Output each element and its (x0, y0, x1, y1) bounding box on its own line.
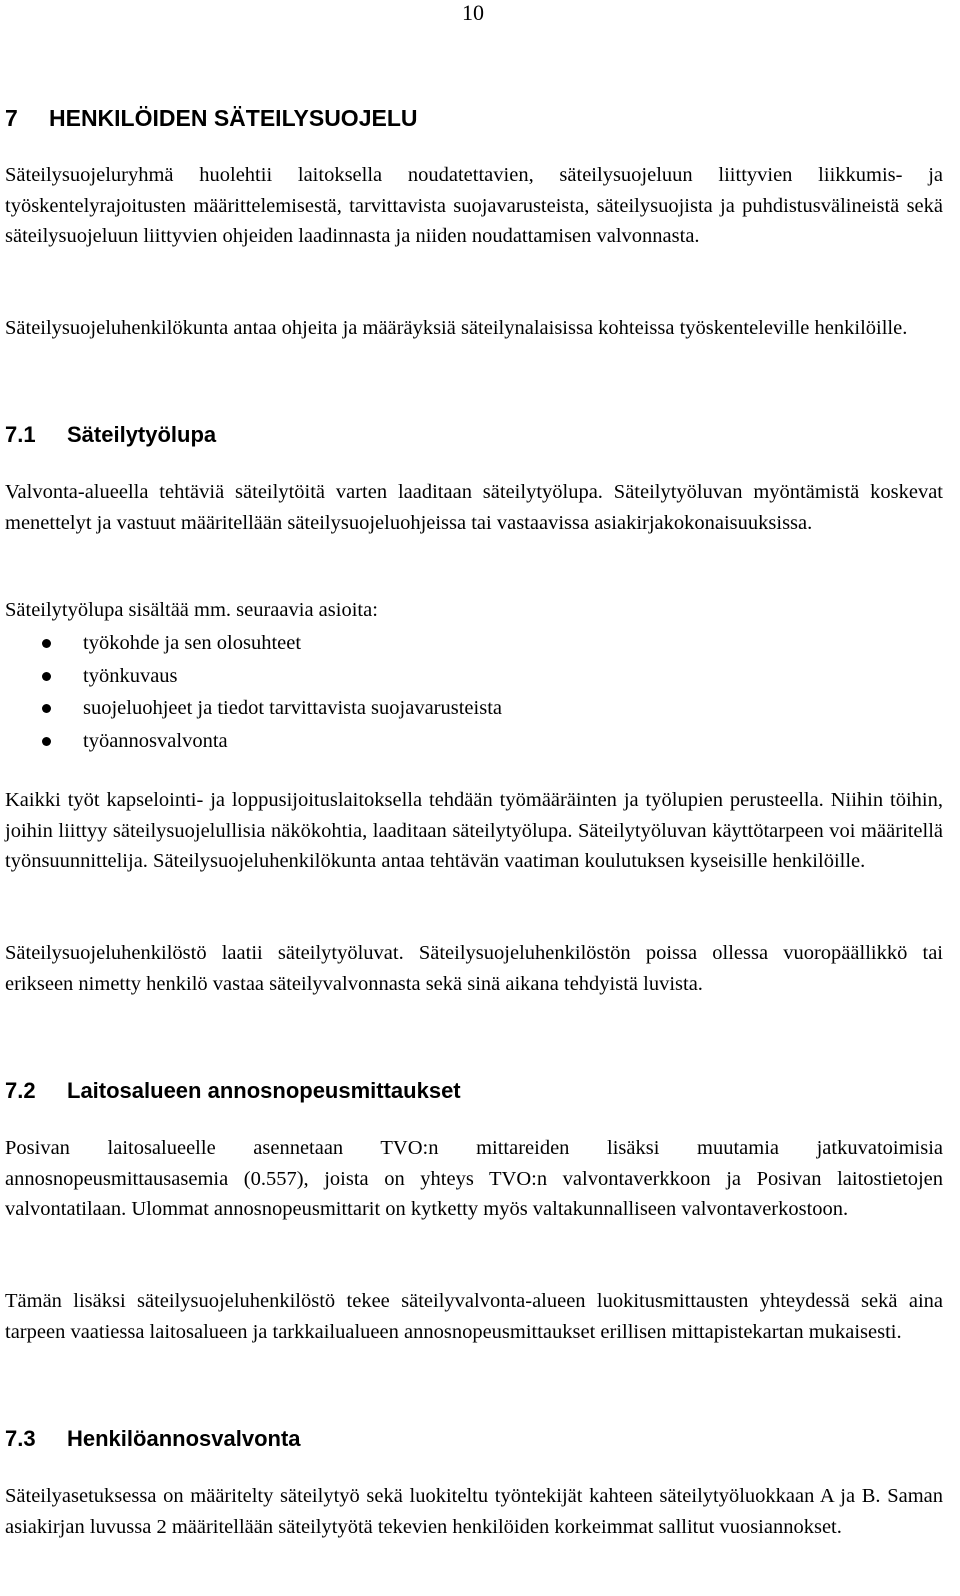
section-number: 7 (5, 105, 18, 131)
work-orders-paragraph: Kaikki työt kapselointi- ja loppusijoituslaitoksella tehdään työmääräinten ja työlupien perusteella. Niihin töihin, joihin liittyy säteilysuojelullisia näkökohtia, laaditaan säteilytyölupa. Säteilytyöluvan käyttötarpeen voi määritellä työnsuunnittelija. Säteilysuojeluhenkilökunta antaa tehtävän vaatiman koulutuksen kyseisille henkilöille. (5, 789, 943, 873)
page-number: 10 (462, 0, 484, 25)
section-title: HENKILÖIDEN SÄTEILYSUOJELU (49, 105, 418, 131)
subsection-number: 7.1 (5, 422, 36, 447)
bullet-icon (42, 704, 51, 713)
subsection-number: 7.3 (5, 1426, 36, 1451)
permit-list-intro: Säteilytyölupa sisältää mm. seuraavia asioita: (5, 599, 378, 621)
section-staff-paragraph: Säteilysuojeluhenkilökunta antaa ohjeita ja määräyksiä säteilynalaisissa kohteissa työskenteleville henkilöille. (5, 317, 908, 339)
list-item: työkohde ja sen olosuhteet (5, 627, 905, 660)
subsection-title: Säteilytyölupa (67, 422, 217, 447)
bullet-icon (42, 737, 51, 746)
permit-paragraph: Valvonta-alueella tehtäviä säteilytöitä varten laaditaan säteilytyölupa. Säteilytyöluvan myöntämistä koskevat menettelyt ja vastuut määritellään säteilysuojeluohjeissa tai vastaavissa asiakirjakokonaisuuksissa. (5, 481, 943, 534)
personal-dose-paragraph: Säteilyasetuksessa on määritelty säteilytyö sekä luokiteltu työntekijät kahteen säteilytyöluokkaan A ja B. Saman asiakirjan luvussa 2 määritellään säteilytyötä tekevien henkilöiden korkeimmat sallitut vuosiannokset. (5, 1485, 943, 1538)
subsection-title: Laitosalueen annosnopeusmittaukset (67, 1078, 461, 1103)
list-item: suojeluohjeet ja tiedot tarvittavista suojavarusteista (5, 692, 905, 725)
list-item: työannosvalvonta (5, 725, 905, 758)
bullet-icon (42, 639, 51, 648)
section-intro-paragraph: Säteilysuojeluryhmä huolehtii laitoksella noudatettavien, säteilysuojeluun liittyvien liikkumis- ja työskentelyrajoitusten määrittelemisestä, tarvittavista suojavarusteista, säteilysuojista ja puhdistusvälineistä sekä säteilysuojeluun liittyvien ohjeiden laadinnasta ja niiden noudattamisen valvonnasta. (5, 164, 943, 248)
subsection-heading-7-2 (5, 1077, 461, 1105)
subsection-title: Henkilöannosvalvonta (67, 1426, 301, 1451)
section-heading (5, 104, 417, 132)
subsection-heading-7-1 (5, 421, 216, 449)
dose-rate-stations-paragraph: Posivan laitosalueelle asennetaan TVO:n mittareiden lisäksi muutamia jatkuvatoimisia annosnopeusmittausasemia (0.557), joista on yhteys TVO:n valvontaverkkoon ja Posivan laitostietojen valvontatilaan. Ulommat annosnopeusmittarit on kytketty myös valtakunnalliseen valvontaverkostoon. (5, 1137, 943, 1221)
bullet-icon (42, 672, 51, 681)
dose-rate-measurements-paragraph: Tämän lisäksi säteilysuojeluhenkilöstö tekee säteilyvalvonta-alueen luokitusmittausten yhteydessä sekä aina tarpeen vaatiessa laitosalueen ja tarkkailualueen annosnopeusmittaukset erillisen mittapistekartan mukaisesti. (5, 1290, 943, 1343)
permit-issuers-paragraph: Säteilysuojeluhenkilöstö laatii säteilytyöluvat. Säteilysuojeluhenkilöstön poissa ollessa vuoropäällikkö tai erikseen nimetty henkilö vastaa säteilyvalvonnasta sekä sinä aikana tehdyistä luvista. (5, 942, 943, 995)
permit-contents-list (5, 627, 905, 757)
subsection-heading-7-3 (5, 1425, 301, 1453)
subsection-number: 7.2 (5, 1078, 36, 1103)
list-item: työnkuvaus (5, 660, 905, 693)
